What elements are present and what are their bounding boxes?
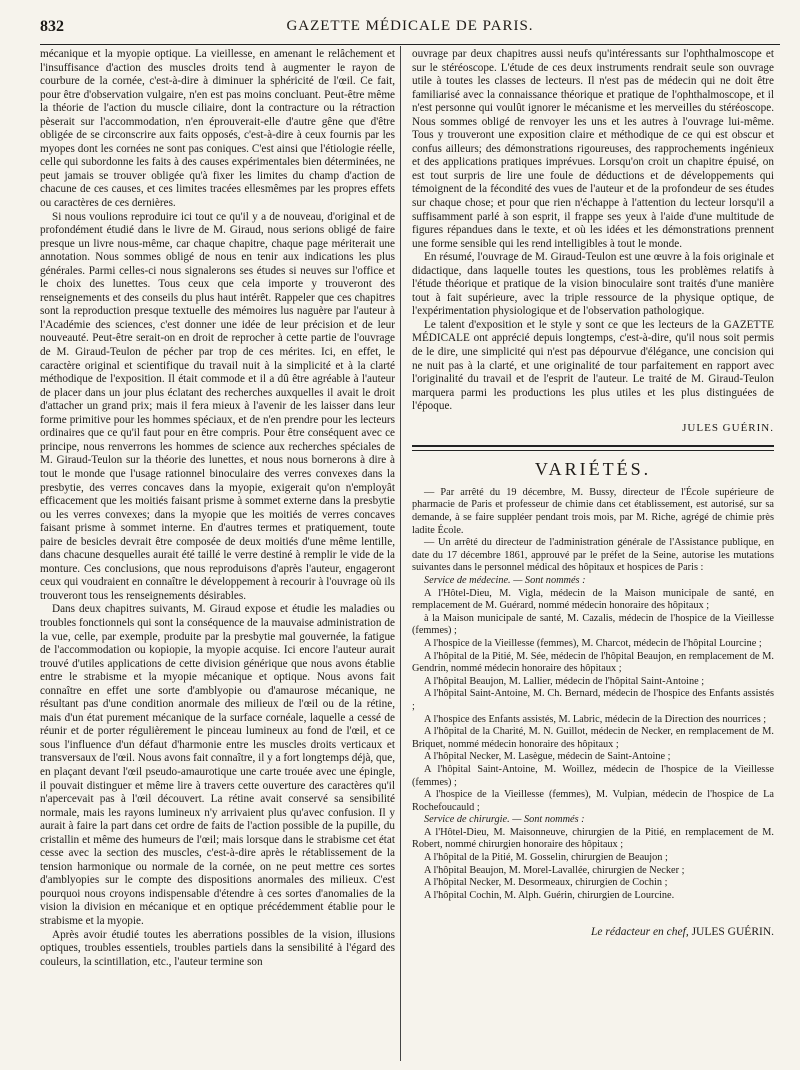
news-item: — Par arrêté du 19 décembre, M. Bussy, directeur de l'École supérieure de pharmacie de Paris et professeur de chimie dans cet établissement, est autorisé, sur sa demande, à se faire suppléer pendant trois mois, par M. Riche, agrégé de chimie près ladite École. bbox=[412, 486, 774, 536]
appointment-item: A l'hôpital de la Pitié, M. Gosselin, chirurgien de Beaujon ; bbox=[424, 852, 668, 864]
appointment-item: A l'hôpital Necker, M. Lasègue, médecin de Saint-Antoine ; bbox=[424, 751, 671, 763]
appointment-item: A l'hospice de la Vieillesse (femmes), M. Charcot, médecin de l'hôpital Lourcine ; bbox=[424, 637, 762, 649]
appointment-item: à la Maison municipale de santé, M. Cazalis, médecin de l'hospice de la Vieillesse (femmes) ; bbox=[412, 612, 774, 637]
closing-name: JULES GUÉRIN. bbox=[691, 926, 774, 939]
editor-closing bbox=[412, 926, 774, 940]
list-heading-medecine: Service de médecine. — Sont nommés : bbox=[424, 575, 586, 587]
paragraph: Si nous voulions reproduire ici tout ce qu'il y a de nouveau, d'original et de profondément étudié dans le livre de M. Giraud, nous serions obligé de faire presque un livre nous-même, car chaque chapitre, chaque page mériterait une annotation. Nous sommes obligé de nous en tenir aux indications les plus générales. Parmi celles-ci nous signalerons ses études si neuves sur l'office et le choix des lunettes. Tous ceux que cela importe y trouveront des renseignements et des conseils du plus haut intérêt. Rappeler que ces chapitres sont la reproduction presque textuelle des mémoires lus naguère par l'auteur à l'Académie des sciences, c'est donner une idée de leur précision et de leur nouveauté. Peut-être serait-on en droit de reprocher à cette partie de l'ouvrage de M. Giraud-Teulon de pécher par trop de ces mérites. Ici, en effet, le caractère original et scientifique du travail nuit à la simplicité et à la clarté méthodique de l'exposition. Il était commode et il a dû être agréable à l'auteur de placer dans un jour plus éclatant des recherches auxquelles il avait le droit d'attacher un grand prix; mais il fera mieux à l'avenir de les laisser dans leur forme primitive pour les hommes spéciaux, et de n'en prendre pour les lecteurs ordinaires que ce qu'il faut pour en être compris. Pour être conséquent avec ce principe, nous renverrons les hommes de science aux recherches spéciales de M. Giraud-Teulon sur la théorie des lunettes, et nous nous bornerons à dire à tout le monde que l'usage rationnel binoculaire des verres convexes dans la presbytie, des verres concaves dans la myopie, exigerait qu'on n'employât efficacement que les moitiés faisant prisme à sommet externe dans la presbytie ou les verres convexes; dans la myopie que les moitiés de verres concaves faisant prisme à sommet interne. En d'autres termes et pratiquement, toute paire de besicles devrait être composée de deux moitiés d'une même lentille, dans chacune desquelles aurait été taillé le verre destiné à remplir le vide de la monture. Ces conclusions, que nous reproduisons d'après l'auteur, engageront ceux qui voudraient en connaître le développement à recourir à l'ouvrage où ils trouveront tous les renseignements désirables. bbox=[40, 210, 395, 602]
page-header bbox=[40, 18, 780, 40]
news-item: — Un arrêté du directeur de l'administration générale de l'Assistance publique, en date du 17 décembre 1861, approuvé par le préfet de la Seine, autorise les mutations suivantes dans le personnel médical des hôpitaux et hospices de Paris : bbox=[412, 537, 774, 574]
paragraph: En résumé, l'ouvrage de M. Giraud-Teulon est une œuvre à la fois originale et didactique, dans laquelle toutes les questions, tous les problèmes relatifs à l'étude théorique et pratique de la vision binoculaire sont traités d'une manière tout à fait supérieure, avec la triple ressource de la physique optique, de l'expérimentation physiologique et de l'observation pathologique. bbox=[412, 251, 774, 318]
page-number: 832 bbox=[40, 18, 64, 35]
appointment-item: A l'hôpital Saint-Antoine, M. Ch. Bernard, médecin de l'hospice des Enfants assistés ; bbox=[412, 688, 774, 712]
appointment-item: A l'Hôtel-Dieu, M. Maisonneuve, chirurgien de la Pitié, en remplacement de M. Robert, nommé chirurgien honoraire des hôpitaux ; bbox=[412, 826, 774, 851]
paragraph: mécanique et la myopie optique. La vieillesse, en amenant le relâchement et l'insuffisance d'action des muscles droits tend à augmenter le rayon de courbure de la cornée, c'est-à-dire à diminuer la sphéricité de l'œil. Ce fait, pour être d'observation vulgaire, n'en est pas moins concluant. Peut-être même la théorie de l'action du muscle ciliaire, dont la contracture ou la rétraction pèserait sur l'accommodation, n'en éprouverait-elle d'autre gêne que d'être obligée de se circonscrire aux faits opposés, c'est-à-dire à ceux fournis par les myopes dont les cornées ne sont pas coniques. C'est ainsi que l'étiologie réelle, celle qui subordonne les faits à des causes expérimentales bien déterminées, ne peut jamais se trouver obligée qu'à fixer les limites du champ d'action de chacune de ces causes, et ces limites tracées ellesmêmes par les propres effets ou caractères de ces dernières. bbox=[40, 48, 395, 210]
list-heading-chirurgie: Service de chirurgie. — Sont nommés : bbox=[424, 814, 585, 826]
appointment-item: A l'hospice des Enfants assistés, M. Labric, médecin de la Direction des nourrices ; bbox=[424, 713, 767, 725]
section-title: VARIÉTÉS. bbox=[534, 459, 652, 480]
appointment-item: A l'hôpital de la Pitié, M. Sée, médecin de l'hôpital Beaujon, en remplacement de M. Gendrin, nommé médecin honoraire des hôpitaux ; bbox=[412, 650, 774, 675]
varietes-body bbox=[412, 487, 774, 903]
appointment-item: A l'hôpital Necker, M. Desormeaux, chirurgien de Cochin ; bbox=[424, 877, 668, 889]
journal-title: GAZETTE MÉDICALE DE PARIS. bbox=[286, 18, 534, 34]
closing-prefix: Le rédacteur en chef, bbox=[590, 926, 689, 939]
paragraph: Dans deux chapitres suivants, M. Giraud expose et étudie les maladies ou troubles fonctionnels qui sont la conséquence de la mauvaise administration de la vue, celle, par exemple, produite par la presbytie mal gouvernée, la fatigue de l'accommodation ou kopiopie, la myopie acquise. Ici encore l'auteur aurait trouvé d'utiles applications de cette division générique que nous avons établie entre le strabisme et la myopie mécanique et optique. Nous avons fait connaître en effet une sorte d'amblyopie ou d'amaurose mécanique, ne résultant pas d'une condition anormale des milieux de l'œil ou de la rétine, mais d'un état purement mécanique de la surface cornéale, laquelle a cessé de réunir et de porter régulièrement le pinceau lumineux au fond de l'œil, et ce sous l'influence d'un défaut d'harmonie entre les muscles droits verticaux et transversaux de l'œil. Nous avons fait connaître, il y a fort longtemps déjà, que, en plaçant devant l'œil pseudo-amaurotique une carte trouée avec une épingle, il pouvait distinguer et même lire à travers cette ouverture des caractères qu'il n'apercevait pas à l'œil découvert. La rétine avait conservé sa sensibilité normale, mais les rayons lumineux n'y arrivaient plus qu'avec confusion. Il y aurait à faire la part dans cet ordre de faits de l'action possible de la pupille, du cristallin et même des humeurs de l'œil; mais lorsque dans le strabisme cet état cesse avec la section des muscles, c'est-à-dire après le rétablissement de la tension harmonique ou normale de la cornée, on ne peut mettre ces sortes d'amblyopies sur le compte des dispositions anormales des milieux. C'est pourquoi nous croyons indispensable d'étendre à ces sortes d'anomalies de la vision la division en mécanique et en optique précédemment établie pour le strabisme et la myopie. bbox=[40, 603, 395, 927]
header-rule bbox=[40, 44, 780, 45]
paragraph: Après avoir étudié toutes les aberrations possibles de la vision, illusions optiques, troubles essentiels, troubles partiels dans la sensibilité à l'égard des couleurs, la scintillation, etc., l'auteur termine son bbox=[40, 928, 395, 968]
appointment-item: A l'hôpital Saint-Antoine, M. Woillez, médecin de l'hospice de la Vieillesse (femmes) ; bbox=[412, 763, 774, 788]
signature-name: JULES GUÉRIN. bbox=[682, 421, 774, 434]
right-column bbox=[412, 48, 774, 940]
section-divider bbox=[412, 445, 774, 451]
left-column bbox=[40, 48, 395, 969]
paragraph: Le talent d'exposition et le style y sont ce que les lecteurs de la GAZETTE MÉDICALE ont apprécié depuis longtemps, c'est-à-dire, qu'il nous soit permis de le dire, une simplicité qui n'est pas dépourvue d'élégance, une concision qui ne nuit pas à la clarté, et une originalité de tour parfaitement en rapport avec l'originalité du travail et de l'esprit de l'auteur. Le traité de M. Giraud-Teulon marquera parmi les productions les plus utiles et les plus distinguées de l'époque. bbox=[412, 318, 774, 413]
appointment-item: A l'hospice de la Vieillesse (femmes), M. Vulpian, médecin de l'hospice de La Rochefoucauld ; bbox=[412, 789, 774, 813]
appointment-item: A l'Hôtel-Dieu, M. Vigla, médecin de la Maison municipale de santé, en remplacement de M. Guérard, nommé médecin honoraire des hôpitaux ; bbox=[412, 587, 774, 612]
article-signature bbox=[412, 422, 774, 436]
appointment-item: A l'hôpital Beaujon, M. Lallier, médecin de l'hôpital Saint-Antoine ; bbox=[424, 675, 705, 687]
appointment-item: A l'hôpital de la Charité, M. N. Guillot, médecin de Necker, en remplacement de M. Briquet, nommé médecin honoraire des hôpitaux ; bbox=[412, 726, 774, 750]
appointment-item: A l'hôpital Cochin, M. Alph. Guérin, chirurgien de Lourcine. bbox=[424, 889, 675, 901]
paragraph: ouvrage par deux chapitres aussi neufs qu'intéressants sur l'ophthalmoscope et sur le stéréoscope. L'étude de ces deux instruments rendrait seule son ouvrage utile à toutes les classes de lecteurs. Il n'est pas de médecin qui ne doit être familiarisé avec la connaissance théorique et pratique de l'ophthalmoscope, et il n'est personne qui voulût ignorer le mécanisme et les merveilles du stéréoscope. Nous sommes obligé de renvoyer les uns et les autres à l'ouvrage lui-même. Tous y trouveront une exposition claire et méthodique de ce qui est obscur et confus ailleurs; des démonstrations rigoureuses, des rapprochements ingénieux et des applications pratiques imprévues. Lorsqu'on croit un chapitre épuisé, on est tout surpris de lire une foule de déductions et de développements qui témoignent de la fécondité des vues de l'auteur et de la profondeur de ses études sur chaque chose; et pour que rien n'échappe à l'attention du lecteur lorsqu'il a suffisamment parlé à son esprit, il frappe ses yeux à l'aide d'une multitude de figures répandues dans le texte, et où les idées et les démonstrations prennent une forme sensible qui les rend intelligibles à tout le monde. bbox=[412, 48, 774, 250]
appointment-item: A l'hôpital Beaujon, M. Morel-Lavallée, chirurgien de Necker ; bbox=[424, 864, 685, 876]
column-divider bbox=[400, 46, 401, 1061]
